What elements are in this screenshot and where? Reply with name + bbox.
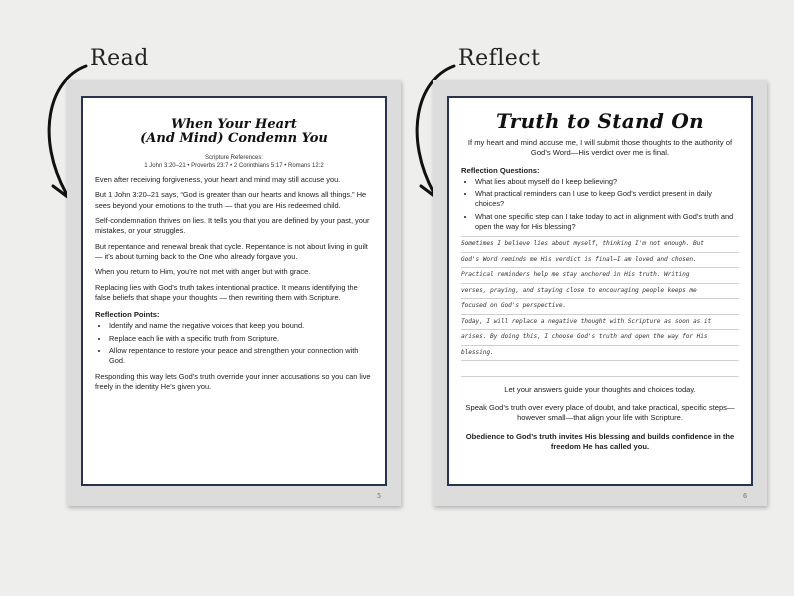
list-item: • Identify and name the negative voices that keep you bound.	[109, 321, 373, 331]
reflection-questions-heading: Reflection Questions:	[461, 165, 540, 175]
page-number: 5	[377, 493, 381, 500]
paragraph: But 1 John 3:20–21 says, “God is greater than our hearts and knows all things.” He sees beyond your emotions to the truth — that you are His redeemed child.	[95, 190, 367, 210]
read-page-title	[95, 118, 373, 147]
reflection-questions-list	[461, 177, 739, 233]
title-line-2: (And Mind) Condemn You	[140, 131, 328, 147]
scripture-references	[95, 154, 373, 170]
reflect-page	[433, 80, 767, 506]
list-item: • What one specific step can I take today to act in alignment with God’s truth and open the way for His blessing?	[475, 212, 739, 233]
paragraph: When you return to Him, you’re not met with anger but with grace.	[95, 267, 311, 277]
paragraph: Self-condemnation thrives on lies. It tells you that you are defined by your past, your mistakes, or your struggles.	[95, 215, 370, 236]
paragraph: Replacing lies with God’s truth takes intentional practice. It means identifying the false beliefs that shape your thoughts — then rewriting them with Scripture.	[95, 282, 358, 303]
handwritten-line: focused on God's perspective.	[461, 299, 739, 315]
reflection-points-heading: Reflection Points:	[95, 310, 160, 320]
handwritten-line: arises. By doing this, I choose God's truth and open the way for His	[461, 330, 739, 346]
reflect-label: Reflect	[458, 46, 541, 71]
read-page	[67, 80, 401, 506]
references-heading: Scripture References:	[204, 154, 264, 161]
handwritten-line: Sometimes I believe lies about myself, thinking I'm not enough. But	[461, 237, 739, 253]
handwritten-line: Today, I will replace a negative thought with Scripture as soon as it	[461, 315, 739, 331]
list-item: • Allow repentance to restore your peace and strengthen your connection with God.	[109, 346, 373, 367]
reflect-page-title: Truth to Stand On	[496, 109, 704, 133]
paragraph: But repentance and renewal break that cycle. Repentance is not about living in guilt — it’s about turning back to the One who already forgave you.	[95, 241, 368, 261]
handwritten-line: blessing.	[461, 346, 739, 362]
reflection-points-list	[95, 321, 373, 366]
title-line-1: When Your Heart	[171, 117, 297, 132]
obedience-text: Obedience to God’s truth invites His blessing and builds confidence in the freedom He has called you.	[465, 431, 735, 451]
guide-text: Let your answers guide your thoughts and choices today.	[504, 384, 696, 394]
closing-paragraph: Responding this way lets God’s truth override your inner accusations so you can live freely in the identity He’s given you.	[95, 371, 371, 392]
paragraph: Even after receiving forgiveness, your heart and mind may still accuse you.	[95, 174, 341, 184]
handwritten-line: Practical reminders help me stay anchored in His truth. Writing	[461, 268, 739, 284]
list-item: • Replace each lie with a specific truth from Scripture.	[109, 334, 373, 344]
references-list: 1 John 3:20–21 • Proverbs 23:7 • 2 Corinthians 5:17 • Romans 12:2	[144, 162, 324, 169]
journal-lines[interactable]	[461, 236, 739, 377]
list-item: • What practical reminders can I use to keep God’s verdict present in daily choices?	[475, 189, 739, 210]
list-item: • What lies about myself do I keep believing?	[475, 177, 739, 187]
handwritten-line	[461, 361, 739, 377]
read-page-frame	[81, 96, 387, 486]
speak-text: Speak God’s truth over every place of doubt, and take practical, specific steps—however small—that align your life with Scripture.	[465, 403, 735, 423]
page-number: 6	[743, 493, 747, 500]
handwritten-line: verses, praying, and staying close to encouraging people keeps me	[461, 284, 739, 300]
handwritten-line: God's Word reminds me His verdict is final—I am loved and chosen.	[461, 253, 739, 269]
read-label: Read	[90, 46, 149, 71]
intro-text: If my heart and mind accuse me, I will submit those thoughts to the authority of God’s Word—His verdict over me is final.	[467, 138, 733, 158]
reflect-page-frame	[447, 96, 753, 486]
